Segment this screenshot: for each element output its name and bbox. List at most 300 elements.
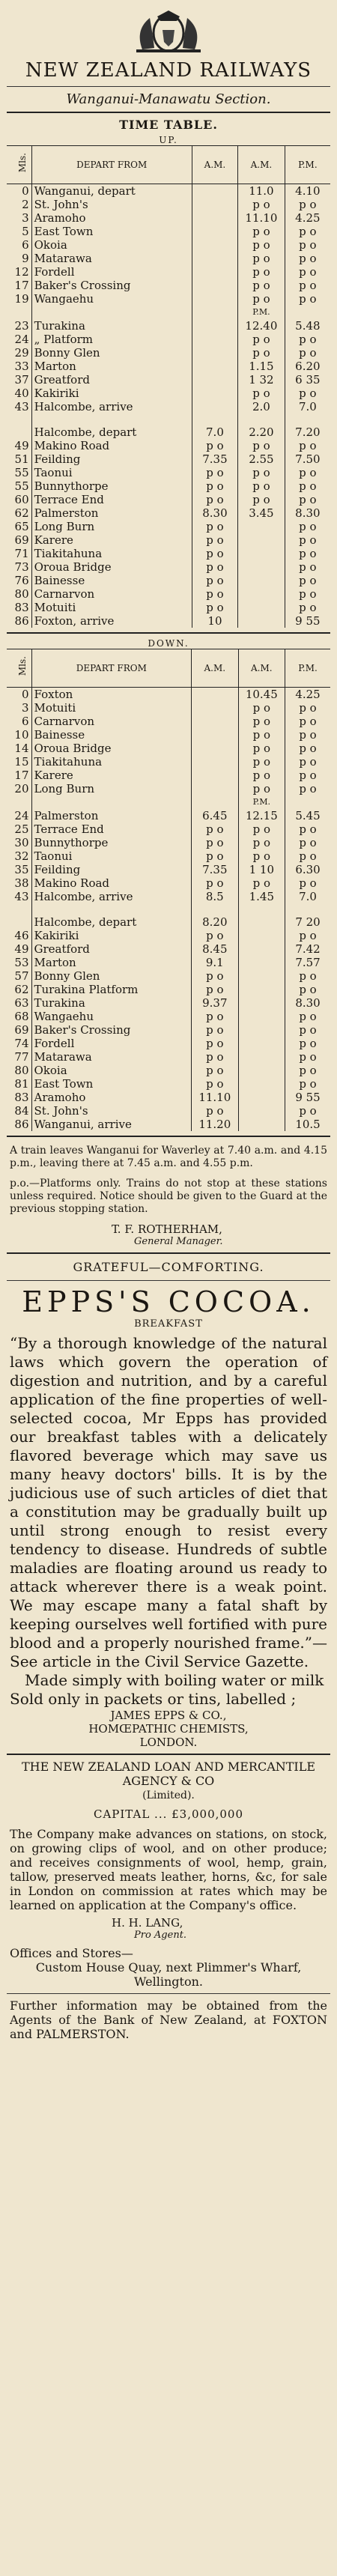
am2-cell: 2.20 xyxy=(238,425,285,439)
miles-cell: 43 xyxy=(7,890,31,903)
miles-header: Mls. xyxy=(7,649,31,687)
miles-cell: 24 xyxy=(7,333,31,346)
am2-cell: 1 32 xyxy=(238,373,285,387)
loan-address: Custom House Quay, next Plimmer's Wharf, Wellington. xyxy=(35,1960,302,1989)
pm-cell: p o xyxy=(299,519,317,533)
waverley-note: A train leaves Wanganui for Waverley at 7.40 a.m. and 4.15 p.m., leaving there at 7.45 a.m. and 4.55 p.m. xyxy=(10,1144,327,1169)
am2-cell xyxy=(238,587,285,601)
timetable-row xyxy=(7,915,330,929)
station-cell: Baker's Crossing xyxy=(31,1023,192,1037)
am2-cell xyxy=(238,533,285,547)
timetable-row xyxy=(7,1010,330,1023)
pm-cell: 6.30 xyxy=(295,862,321,876)
station-cell: Turakina Platform xyxy=(31,983,192,996)
pm-cell: 7.20 xyxy=(295,425,321,439)
timetable-row xyxy=(7,493,330,506)
timetable-row xyxy=(7,466,330,479)
miles-cell: 62 xyxy=(7,983,31,996)
am2-cell: p o xyxy=(238,466,285,479)
am2-cell: p o xyxy=(238,822,285,836)
miles-cell: 3 xyxy=(7,211,31,225)
am2-cell: 2.0 xyxy=(238,400,285,413)
timetable-row xyxy=(7,547,330,560)
station-cell: Okoia xyxy=(31,1064,192,1077)
am2-cell: p o xyxy=(238,252,285,265)
am2-header: A.M. xyxy=(238,145,285,184)
timetable-title: TIME TABLE. xyxy=(119,117,218,132)
coat-of-arms xyxy=(7,7,330,54)
station-cell: Wangaehu xyxy=(31,292,192,306)
am1-cell xyxy=(192,373,237,387)
pm-header: P.M. xyxy=(285,145,330,184)
pm-cell: p o xyxy=(299,1036,317,1050)
timetable-row xyxy=(7,1104,330,1118)
station-cell: „ Platform xyxy=(31,333,192,346)
am1-cell: p o xyxy=(192,520,237,533)
miles-cell: 74 xyxy=(7,1037,31,1050)
pm-cell: p o xyxy=(299,251,317,265)
am2-cell xyxy=(238,942,285,956)
miles-cell: 80 xyxy=(7,1064,31,1077)
timetable-row xyxy=(7,782,330,795)
timetable-row xyxy=(7,601,330,614)
timetable-row xyxy=(7,319,330,333)
am2-cell: p o xyxy=(238,715,285,728)
station-cell: Greatford xyxy=(31,373,192,387)
divider xyxy=(7,1754,330,1755)
station-cell: Tiakitahuna xyxy=(31,547,192,560)
am1-cell: p o xyxy=(192,601,237,614)
am1-cell: p o xyxy=(192,587,237,601)
miles-cell: 0 xyxy=(7,687,31,701)
miles-cell: 49 xyxy=(7,439,31,452)
station-cell: Feilding xyxy=(31,452,192,466)
pm-cell: 5.48 xyxy=(295,318,321,333)
newspaper-column xyxy=(7,0,330,2041)
am2-cell: p o xyxy=(238,225,285,238)
am1-cell xyxy=(192,319,237,333)
station-cell: Carnarvon xyxy=(31,715,192,728)
timetable-row xyxy=(7,560,330,574)
am2-cell xyxy=(238,915,285,929)
am1-cell: 11.10 xyxy=(192,1091,239,1104)
timetable-row xyxy=(7,1118,330,1131)
divider xyxy=(7,1280,330,1281)
am1-cell: p o xyxy=(192,822,239,836)
am2-cell: p o xyxy=(238,292,285,306)
am2-cell xyxy=(238,1023,285,1037)
am1-cell xyxy=(192,701,239,715)
timetable-row xyxy=(7,809,330,822)
timetable-row xyxy=(7,346,330,360)
miles-cell: 14 xyxy=(7,742,31,755)
pm-marker: P.M. xyxy=(238,306,285,319)
station-cell: Bunnythorpe xyxy=(31,836,192,849)
miles-cell: 62 xyxy=(7,506,31,520)
pm-cell: p o xyxy=(299,224,317,238)
am1-cell xyxy=(192,755,239,769)
pm-cell: p o xyxy=(299,546,317,560)
station-cell: Bainesse xyxy=(31,728,192,742)
timetable-row xyxy=(7,211,330,225)
am1-cell: p o xyxy=(192,849,239,863)
miles-cell: 38 xyxy=(7,876,31,890)
timetable-row xyxy=(7,701,330,715)
pm-cell: p o xyxy=(299,278,317,292)
timetable-row xyxy=(7,292,330,306)
am1-cell xyxy=(192,400,237,413)
station-cell: Long Burn xyxy=(31,520,192,533)
up-label: UP. xyxy=(159,134,178,145)
station-cell: Fordell xyxy=(31,265,192,279)
miles-cell: 76 xyxy=(7,574,31,587)
miles-cell: 17 xyxy=(7,769,31,782)
am2-cell xyxy=(238,983,285,996)
timetable-row xyxy=(7,728,330,742)
am1-cell: 11.20 xyxy=(192,1118,239,1131)
am1-cell: p o xyxy=(192,493,237,506)
timetable-row xyxy=(7,373,330,387)
pm-cell: 9 55 xyxy=(295,1090,321,1104)
station-cell: Wanganui, arrive xyxy=(31,1118,192,1131)
pm-cell: p o xyxy=(299,573,317,587)
am2-cell: p o xyxy=(238,279,285,292)
grateful-heading: GRATEFUL—COMFORTING. xyxy=(73,1259,264,1274)
timetable-row xyxy=(7,942,330,956)
miles-cell: 77 xyxy=(7,1050,31,1064)
breakfast-subtitle: BREAKFAST xyxy=(134,1318,203,1330)
pm-marker: P.M. xyxy=(238,795,285,809)
am1-cell: p o xyxy=(192,439,237,452)
am1-cell xyxy=(192,346,237,360)
station-cell: St. John's xyxy=(31,198,192,211)
pm-cell: p o xyxy=(299,714,317,728)
epps-cocoa-title: EPPS'S COCOA. xyxy=(22,1285,315,1318)
timetable-row xyxy=(7,1077,330,1091)
divider xyxy=(7,86,330,87)
timetable-row xyxy=(7,996,330,1010)
miles-cell: 23 xyxy=(7,319,31,333)
station-cell: Bainesse xyxy=(31,574,192,587)
am1-cell: 8.5 xyxy=(192,890,239,903)
timetable-row xyxy=(7,479,330,493)
station-cell: Palmerston xyxy=(31,809,192,822)
epps-sold: Sold only in packets or tins, labelled ; xyxy=(10,1689,297,1708)
am1-cell: p o xyxy=(192,929,239,942)
am2-cell: p o xyxy=(238,198,285,211)
pm-cell: p o xyxy=(299,332,317,346)
am1-cell: p o xyxy=(192,1050,239,1064)
am2-cell xyxy=(238,614,285,628)
am2-cell: p o xyxy=(238,439,285,452)
am1-cell: p o xyxy=(192,1077,239,1091)
am1-cell xyxy=(192,742,239,755)
am1-cell xyxy=(192,387,237,400)
am1-cell: p o xyxy=(192,547,237,560)
loan-offices: Offices and Stores— xyxy=(10,1945,133,1960)
am1-cell xyxy=(192,360,237,373)
am2-cell: p o xyxy=(238,728,285,742)
timetable-row xyxy=(7,252,330,265)
am1-cell: p o xyxy=(192,1023,239,1037)
timetable-row xyxy=(7,715,330,728)
pm-cell: 8.30 xyxy=(295,995,321,1010)
station-cell: Bunnythorpe xyxy=(31,479,192,493)
pm-cell: 5.45 xyxy=(295,808,321,822)
am2-cell xyxy=(238,1064,285,1077)
am2-cell: 11.10 xyxy=(238,211,285,225)
timetable-row xyxy=(7,614,330,628)
loan-further: Further information may be obtained from the Agents of the Bank of New Zealand, at FOXTON and PALMERSTON. xyxy=(10,1998,327,2041)
loan-manager: H. H. LANG, xyxy=(112,1915,183,1930)
pm-cell: 7.0 xyxy=(298,399,317,413)
divider xyxy=(7,112,330,113)
pm-cell: 4.10 xyxy=(295,184,321,198)
am1-cell: 8.45 xyxy=(192,942,239,956)
pm-cell: 7.0 xyxy=(299,889,317,903)
station-cell: Halcombe, arrive xyxy=(31,890,192,903)
station-cell: Matarawa xyxy=(31,252,192,265)
pm-cell: p o xyxy=(299,533,317,547)
am2-cell: p o xyxy=(238,346,285,360)
timetable-row xyxy=(7,452,330,466)
am2-cell xyxy=(238,969,285,983)
miles-cell: 81 xyxy=(7,1077,31,1091)
timetable-row xyxy=(7,506,330,520)
pm-cell: p o xyxy=(299,479,317,493)
timetable-row xyxy=(7,1050,330,1064)
pm-cell: p o xyxy=(299,768,317,782)
pm-cell: 7.42 xyxy=(295,942,321,956)
depart-header: DEPART FROM xyxy=(31,145,192,184)
am1-cell: p o xyxy=(192,1064,239,1077)
station-cell: Turakina xyxy=(31,319,192,333)
am1-cell: p o xyxy=(192,836,239,849)
pm-cell: p o xyxy=(299,822,317,836)
station-cell: Karere xyxy=(31,533,192,547)
timetable-row xyxy=(7,969,330,983)
miles-cell: 19 xyxy=(7,292,31,306)
am2-cell xyxy=(238,1077,285,1091)
miles-cell xyxy=(7,425,31,439)
pm-cell: 6.20 xyxy=(295,359,321,373)
miles-cell: 73 xyxy=(7,560,31,574)
pm-header: P.M. xyxy=(285,649,330,687)
timetable-row xyxy=(7,184,330,198)
am2-cell: 12.40 xyxy=(238,319,285,333)
am2-cell xyxy=(238,1010,285,1023)
timetable-row xyxy=(7,956,330,969)
pm-cell: p o xyxy=(299,1103,317,1118)
miles-cell: 63 xyxy=(7,996,31,1010)
miles-cell: 55 xyxy=(7,466,31,479)
miles-cell: 60 xyxy=(7,493,31,506)
pm-cell: p o xyxy=(299,386,317,400)
timetable-row xyxy=(7,520,330,533)
timetable-row xyxy=(7,687,330,701)
station-cell: Halcombe, arrive xyxy=(31,400,192,413)
am2-cell xyxy=(238,996,285,1010)
signature: T. F. ROTHERHAM, xyxy=(112,1222,222,1236)
am1-cell: p o xyxy=(192,574,237,587)
miles-cell xyxy=(7,915,31,929)
pm-cell: p o xyxy=(299,600,317,614)
am2-cell: 1.15 xyxy=(238,360,285,373)
timetable-row xyxy=(7,1064,330,1077)
station-cell: Bonny Glen xyxy=(31,969,192,983)
timetable-row xyxy=(7,533,330,547)
pm-cell: 8.30 xyxy=(295,506,321,520)
am2-cell: p o xyxy=(238,387,285,400)
station-cell: Tiakitahuna xyxy=(31,755,192,769)
am1-cell xyxy=(192,211,237,225)
miles-cell: 17 xyxy=(7,279,31,292)
timetable-row xyxy=(7,836,330,849)
station-cell: Halcombe, depart xyxy=(31,425,192,439)
miles-header: Mls. xyxy=(7,145,31,184)
station-cell: East Town xyxy=(31,225,192,238)
loan-pro-agent: Pro Agent. xyxy=(134,1929,187,1941)
station-cell: Foxton xyxy=(31,687,192,701)
timetable-row xyxy=(7,198,330,211)
am2-cell: 1.45 xyxy=(238,890,285,903)
timetable-row xyxy=(7,225,330,238)
am2-cell: p o xyxy=(238,849,285,863)
miles-cell: 20 xyxy=(7,782,31,795)
am2-cell: p o xyxy=(238,782,285,795)
am2-cell xyxy=(238,1118,285,1131)
am1-cell: 7.35 xyxy=(192,452,237,466)
pm-cell: p o xyxy=(299,291,317,306)
miles-cell: 53 xyxy=(7,956,31,969)
timetable-row xyxy=(7,333,330,346)
station-cell: Okoia xyxy=(31,238,192,252)
am2-cell xyxy=(238,1091,285,1104)
station-cell: East Town xyxy=(31,1077,192,1091)
pm-cell: 10.5 xyxy=(295,1117,321,1131)
crest-icon xyxy=(127,7,210,54)
am1-cell: 7.0 xyxy=(192,425,237,439)
pm-cell: p o xyxy=(299,849,317,863)
miles-cell: 83 xyxy=(7,1091,31,1104)
miles-cell: 37 xyxy=(7,373,31,387)
miles-cell: 12 xyxy=(7,265,31,279)
miles-cell: 43 xyxy=(7,400,31,413)
timetable-row xyxy=(7,822,330,836)
timetable-row xyxy=(7,755,330,769)
am1-cell xyxy=(192,279,237,292)
timetable-row xyxy=(7,876,330,890)
am2-cell: p o xyxy=(238,876,285,890)
pm-cell: 6 35 xyxy=(295,372,321,387)
down-timetable xyxy=(7,649,330,1131)
miles-cell: 69 xyxy=(7,533,31,547)
miles-cell: 6 xyxy=(7,715,31,728)
am2-cell xyxy=(238,547,285,560)
am1-cell: p o xyxy=(192,479,237,493)
am2-cell: 12.15 xyxy=(238,809,285,822)
station-cell: Feilding xyxy=(31,863,192,876)
am1-cell xyxy=(192,238,237,252)
am1-cell xyxy=(192,184,237,198)
miles-cell: 6 xyxy=(7,238,31,252)
am1-cell: 7.35 xyxy=(192,863,239,876)
timetable-row xyxy=(7,439,330,452)
station-cell: Makino Road xyxy=(31,876,192,890)
am2-cell: p o xyxy=(238,333,285,346)
divider xyxy=(7,1252,330,1254)
pm-cell: p o xyxy=(299,700,317,715)
miles-cell: 49 xyxy=(7,942,31,956)
railway-title: NEW ZEALAND RAILWAYS xyxy=(25,59,312,82)
station-cell: Taonui xyxy=(31,849,192,863)
station-cell: Greatford xyxy=(31,942,192,956)
station-cell: Matarawa xyxy=(31,1050,192,1064)
am1-cell: p o xyxy=(192,969,239,983)
am2-cell xyxy=(238,929,285,942)
am2-cell: p o xyxy=(238,493,285,506)
am1-cell: 8.20 xyxy=(192,915,239,929)
pm-cell: p o xyxy=(299,982,317,996)
up-timetable xyxy=(7,145,330,628)
timetable-row xyxy=(7,890,330,903)
timetable-row xyxy=(7,279,330,292)
epps-made: Made simply with boiling water or milk xyxy=(25,1670,324,1689)
station-cell: Long Burn xyxy=(31,782,192,795)
station-cell: Marton xyxy=(31,360,192,373)
am2-cell xyxy=(238,601,285,614)
station-cell: Wangaehu xyxy=(31,1010,192,1023)
pm-cell: p o xyxy=(299,727,317,742)
pm-cell: p o xyxy=(299,741,317,755)
station-cell: Turakina xyxy=(31,996,192,1010)
am1-cell: 9.1 xyxy=(192,956,239,969)
timetable-row xyxy=(7,849,330,863)
am1-cell xyxy=(192,728,239,742)
am2-cell xyxy=(238,956,285,969)
am1-cell xyxy=(192,265,237,279)
station-cell: Motuiti xyxy=(31,601,192,614)
pm-cell: p o xyxy=(299,754,317,769)
down-label: DOWN. xyxy=(148,637,189,649)
am1-cell: p o xyxy=(192,1104,239,1118)
am1-cell xyxy=(192,252,237,265)
am2-cell: p o xyxy=(238,701,285,715)
epps-company: JAMES EPPS & CO., xyxy=(110,1708,227,1722)
am1-cell: p o xyxy=(192,876,239,890)
station-cell: Terrace End xyxy=(31,493,192,506)
miles-cell: 65 xyxy=(7,520,31,533)
miles-cell: 0 xyxy=(7,184,31,198)
miles-cell: 33 xyxy=(7,360,31,373)
station-cell: Kakiriki xyxy=(31,929,192,942)
pm-cell: p o xyxy=(299,438,317,452)
station-cell: Aramoho xyxy=(31,1091,192,1104)
timetable-row xyxy=(7,574,330,587)
pm-cell: 7.50 xyxy=(295,452,321,466)
miles-cell: 9 xyxy=(7,252,31,265)
timetable-row xyxy=(7,863,330,876)
timetable-row xyxy=(7,238,330,252)
station-cell: Bonny Glen xyxy=(31,346,192,360)
miles-cell: 84 xyxy=(7,1104,31,1118)
timetable-row xyxy=(7,265,330,279)
timetable-row xyxy=(7,587,330,601)
miles-cell: 83 xyxy=(7,601,31,614)
loan-limited: (Limited). xyxy=(142,1789,195,1801)
am1-cell: p o xyxy=(192,466,237,479)
signature-title: General Manager. xyxy=(134,1235,223,1247)
